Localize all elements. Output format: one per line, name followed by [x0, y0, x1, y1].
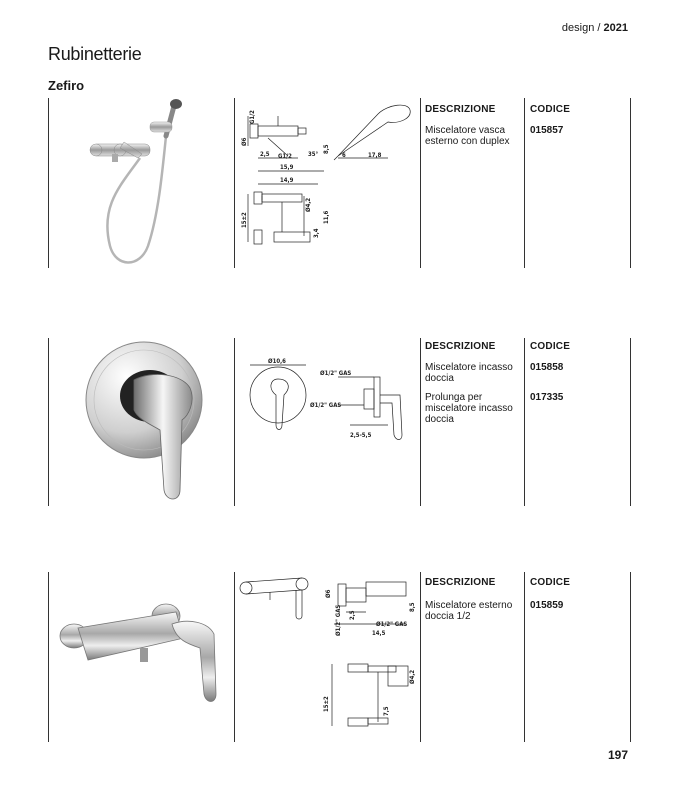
dim-label: Ø10,6	[268, 358, 286, 365]
column-header-description: DESCRIZIONE	[425, 577, 496, 588]
dim-label: 6	[342, 152, 346, 159]
row-divider	[630, 98, 631, 268]
row-divider	[630, 572, 631, 742]
row-divider	[48, 338, 49, 506]
column-header-code: CODICE	[530, 341, 571, 352]
dim-label: 14,9	[280, 177, 294, 184]
product-description: Prolunga per miscelatore incasso doccia	[425, 392, 513, 425]
dim-label: 2,5-5,5	[350, 432, 372, 439]
page-header	[562, 22, 628, 34]
product-code: 015857	[530, 125, 564, 136]
dim-label: 15,9	[280, 164, 294, 171]
dim-label: 8,5	[323, 144, 330, 154]
row-divider	[524, 98, 525, 268]
dim-label: 7,5	[383, 706, 390, 716]
dim-label: Ø4,2	[305, 197, 312, 212]
technical-drawing-bath-mixer	[238, 96, 418, 268]
product-code: 015859	[530, 600, 564, 611]
dim-label: 2,5	[260, 151, 270, 158]
dim-label: 14,5	[372, 630, 386, 637]
row-divider	[420, 338, 421, 506]
header-label: design /	[561, 22, 601, 34]
product-description: Miscelatore esterno doccia 1/2	[425, 600, 513, 622]
row-divider	[524, 572, 525, 742]
page-number: 197	[607, 748, 628, 762]
product-photo-exposed-mixer	[58, 598, 233, 708]
dim-label: Ø1/2" GAS	[376, 621, 408, 628]
row-divider	[48, 98, 49, 268]
product-description: Miscelatore vasca esterno con duplex	[425, 125, 510, 147]
dim-label: Ø1/2" GAS	[335, 604, 342, 636]
row-divider	[234, 572, 235, 742]
product-description: Miscelatore incasso doccia	[425, 362, 513, 384]
dim-label: 2,5	[349, 610, 356, 620]
dim-label: Ø6	[241, 137, 248, 146]
dim-label: G1/2	[278, 153, 292, 160]
dim-label: G1/2	[249, 110, 256, 124]
product-photo-bath-mixer	[80, 96, 190, 271]
dim-label: 15±2	[323, 696, 330, 712]
product-photo-concealed-mixer	[82, 330, 212, 508]
dim-label: 15±2	[241, 212, 248, 228]
product-line-title: Zefiro	[48, 78, 85, 93]
dim-label: Ø6	[325, 589, 332, 598]
dim-label: Ø1/2" GAS	[320, 370, 352, 377]
technical-drawing-concealed-mixer	[238, 355, 418, 450]
dim-label: 11,6	[323, 210, 330, 224]
section-title: Rubinetterie	[48, 44, 142, 64]
technical-drawing-exposed-mixer	[238, 572, 418, 742]
dim-label: 17,8	[368, 152, 382, 159]
product-code: 015858	[530, 362, 564, 373]
column-header-code: CODICE	[530, 577, 571, 588]
product-code: 017335	[530, 392, 564, 403]
row-divider	[420, 98, 421, 268]
dim-label: 35°	[308, 151, 319, 158]
row-divider	[524, 338, 525, 506]
column-header-description: DESCRIZIONE	[425, 104, 496, 115]
row-divider	[234, 338, 235, 506]
row-divider	[234, 98, 235, 268]
row-divider	[420, 572, 421, 742]
dim-label: Ø4,2	[409, 669, 416, 684]
dim-label: 3,4	[313, 228, 320, 238]
row-divider	[48, 572, 49, 742]
dim-label: 8,5	[409, 602, 416, 612]
row-divider	[630, 338, 631, 506]
dim-label: Ø1/2" GAS	[310, 402, 342, 409]
column-header-code: CODICE	[530, 104, 571, 115]
column-header-description: DESCRIZIONE	[425, 341, 496, 352]
header-year: 2021	[603, 22, 628, 34]
